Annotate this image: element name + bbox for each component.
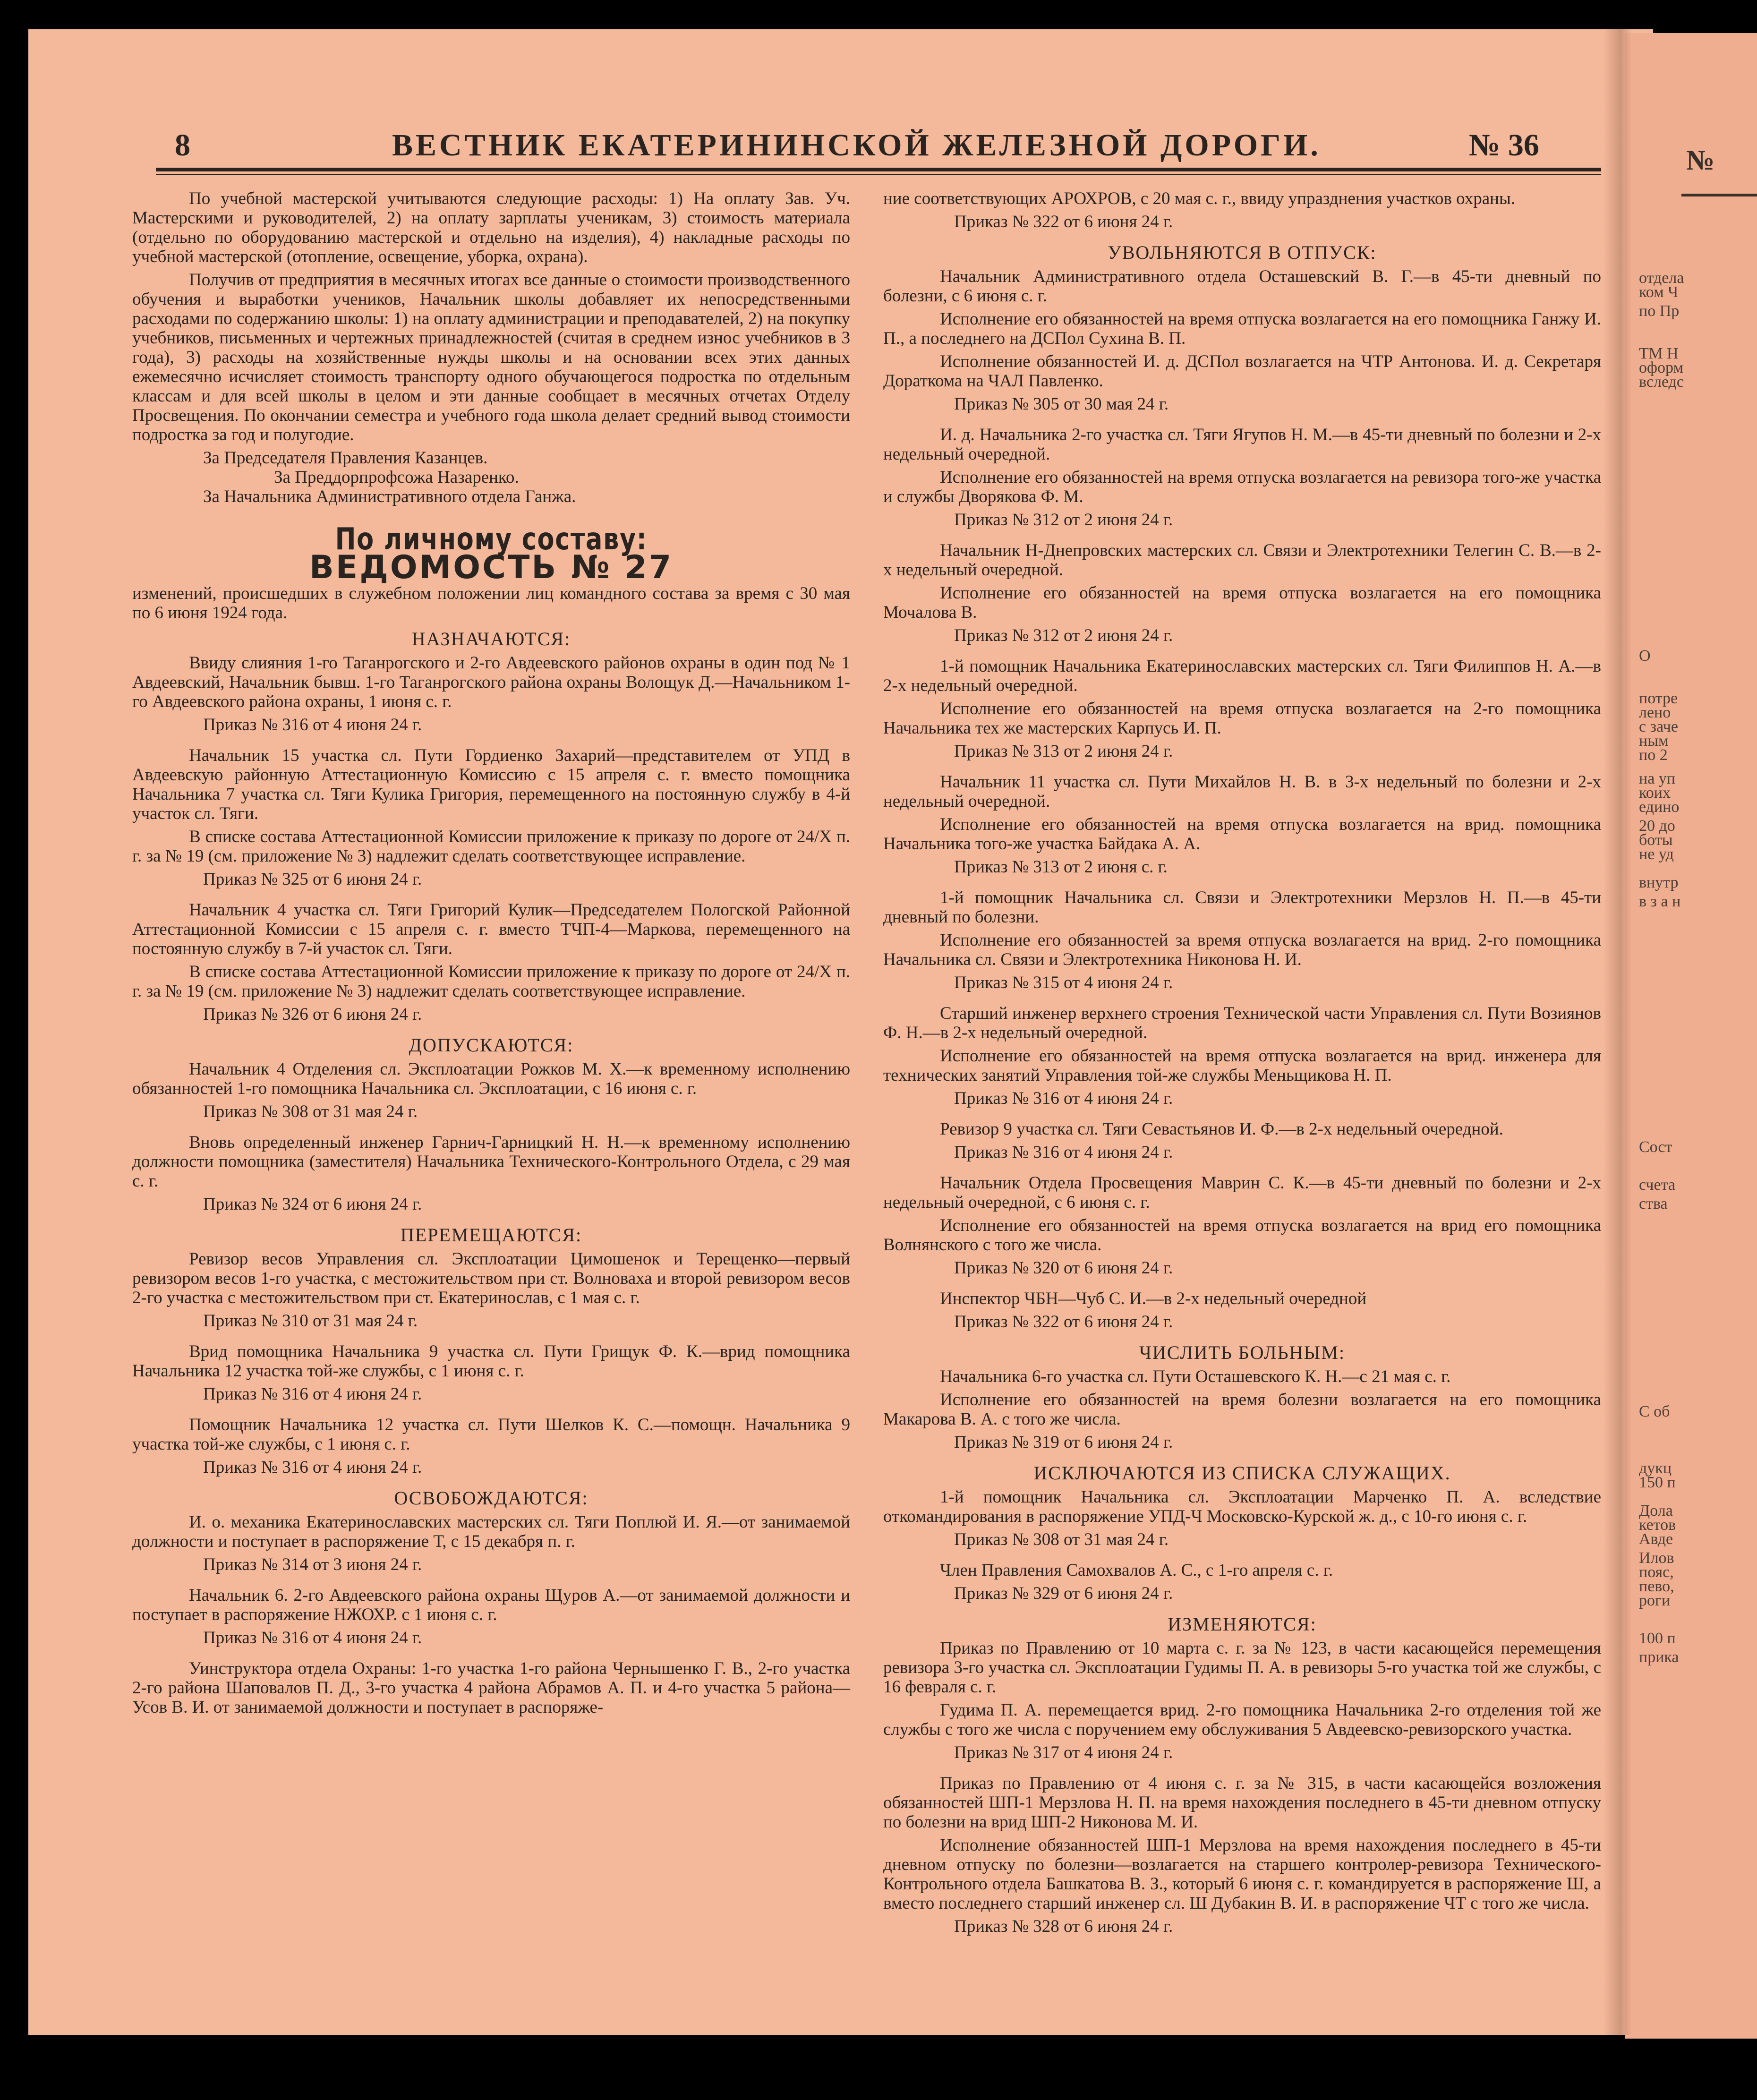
entry-paragraph: 1-й помощник Начальника Екатеринославских мастерских сл. Тяги Филиппов Н. А.—в 2-х недельный очередной.: [883, 657, 1601, 695]
next-page-text-fragment: 20 до: [1639, 817, 1675, 835]
order-reference: Приказ № 315 от 4 июня 24 г.: [954, 973, 1173, 992]
entry-paragraph: Исполнение обязанностей И. д. ДСПол возлагается на ЧТР Антонова. И. д. Секретаря Дораткома на ЧАЛ Павленко.: [883, 352, 1601, 391]
next-page-text-fragment: едино: [1639, 798, 1680, 816]
entry-paragraph: Исполнение его обязанностей на время отпуска возлагается на врид его помощника Волнянского с того же числа.: [883, 1216, 1601, 1255]
header-rule: [156, 168, 1601, 171]
appoint-list: [132, 653, 850, 1024]
order-reference: Приказ № 329 от 6 июня 24 г.: [954, 1584, 1173, 1603]
entry-paragraph: В списке состава Аттестационной Комиссии приложение к приказу по дороге от 24/X п. г. за № 19 (см. приложение № 3) надлежит сделать соответствующее исправление.: [132, 962, 850, 1001]
entry-paragraph: И. д. Начальника 2-го участка сл. Тяги Ягупов Н. М.—в 45-ти дневный по болезни и 2-х недельный очередной.: [883, 425, 1601, 464]
entry-paragraph: Начальник 4 Отделения сл. Эксплоатации Рожков М. Х.—к временному исполнению обязанностей 1-го помощника Начальника сл. Эксплоатации, с 16 июня с. г.: [132, 1059, 850, 1098]
order-reference: Приказ № 322 от 6 июня 24 г.: [954, 212, 1173, 231]
order-reference: Приказ № 320 от 6 июня 24 г.: [954, 1258, 1173, 1278]
section-heading-personnel: По личному составу:: [335, 522, 648, 557]
order-reference: Приказ № 312 от 2 июня 24 г.: [954, 626, 1173, 645]
next-page-text-fragment: ства: [1639, 1195, 1668, 1212]
entry-paragraph: Начальник Административного отдела Осташевский В. Г.—в 45-ти дневный по болезни, с 6 июня с. г.: [883, 267, 1601, 306]
page-number: 8: [175, 128, 190, 162]
order-reference: Приказ № 328 от 6 июня 24 г.: [954, 1917, 1173, 1936]
entry-paragraph: Приказ по Правлению от 10 марта с. г. за № 123, в части касающейся перемещения ревизора 3-го участка сл. Эксплоатации Гудимы П. А. в ревизоры 5-го участка той же службы, с 16 февраля с. г.: [883, 1639, 1601, 1697]
entry-paragraph: Инспектор ЧБН—Чуб С. И.—в 2-х недельный очередной: [940, 1289, 1367, 1308]
header-rule-thin: [156, 174, 1601, 175]
page-fold-shadow: [1603, 29, 1632, 2035]
next-page-text-fragment: по 2: [1639, 746, 1668, 764]
entry-paragraph: Старший инженер верхнего строения Технической части Управления сл. Пути Возиянов Ф. Н.—в 2-х недельный очередной.: [883, 1004, 1601, 1042]
entry-paragraph: Начальник 15 участка сл. Пути Гордиенко Захарий—представителем от УПД в Авдеевскую районную Аттестационную Комиссию с 15 апреля с. г. вместо помощника Начальника 7 участка сл. Тяги Кулика Григория, перемещенного на постоянную службу в 4-й участок сл. Тяги.: [132, 746, 850, 823]
entry-paragraph: Исполнение его обязанностей на время отпуска возлагается на 2-го помощника Начальника тех же мастерских Карпусь И. П.: [883, 699, 1601, 738]
issue-number: № 36: [1469, 128, 1539, 162]
section-transfer: ПЕРЕМЕЩАЮТСЯ:: [400, 1224, 582, 1246]
section-exclude: ИСКЛЮЧАЮТСЯ ИЗ СПИСКА СЛУЖАЩИХ.: [1033, 1462, 1451, 1484]
next-page-text-fragment: О: [1639, 647, 1651, 665]
next-page-text-fragment: 150 п: [1639, 1474, 1676, 1491]
order-reference: Приказ № 316 от 4 июня 24 г.: [203, 715, 422, 734]
section-appoint: НАЗНАЧАЮТСЯ:: [411, 628, 571, 649]
next-page-text-fragment: дукц: [1639, 1460, 1672, 1477]
entry-paragraph: Врид помощника Начальника 9 участка сл. Пути Грищук Ф. К.—врид помощника Начальника 12 участка той-же службы, с 1 июня с. г.: [132, 1342, 850, 1381]
order-reference: Приказ № 312 от 2 июня 24 г.: [954, 510, 1173, 529]
entry-paragraph: Гудима П. А. перемещается врид. 2-го помощника Начальника 2-го отделения той же службы с того же числа с поручением ему обслуживания 5 Авдеевско-ревизорского участка.: [883, 1700, 1601, 1739]
next-page-text-fragment: пево,: [1639, 1578, 1674, 1595]
entry-paragraph: Исполнение его обязанностей на время болезни возлагается на его помощника Макарова В. А. с того же числа.: [883, 1390, 1601, 1429]
next-page-text-fragment: отдела: [1639, 269, 1684, 287]
entry-paragraph: Ревизор весов Управления сл. Эксплоатации Цимошенок и Терещенко—первый ревизором весов 1-го участка, с местожительством при ст. Волноваха и второй ревизором весов 2-го участка с местожительством при ст. Екатеринослав, с 1 мая с. г.: [132, 1249, 850, 1307]
order-reference: Приказ № 316 от 4 июня 24 г.: [203, 1384, 422, 1404]
order-reference: Приказ № 316 от 4 июня 24 г.: [203, 1628, 422, 1648]
next-page-text-fragment: С об: [1639, 1403, 1670, 1420]
order-reference: Приказ № 314 от 3 июня 24 г.: [203, 1555, 422, 1574]
next-page-header: №: [1686, 145, 1715, 176]
next-page-text-fragment: Сост: [1639, 1138, 1672, 1156]
statement-heading: ВЕДОМОСТЬ № 27: [309, 549, 674, 586]
exclude-list: [883, 1487, 1601, 1603]
order-reference: Приказ № 326 от 6 июня 24 г.: [203, 1005, 422, 1024]
entry-paragraph: Исполнение его обязанностей на время отпуска возлагается на врид. инженера для технических занятий Управления той-же службы Меньщикова Н. П.: [883, 1046, 1601, 1085]
continued-paragraph: ние соответствующих АРОХРОВ, с 20 мая с. г., ввиду упразднения участков охраны.: [883, 189, 1516, 208]
entry-paragraph: Помощник Начальника 12 участка сл. Пути Шелков К. С.—помощн. Начальника 9 участка той-же службы, с 1 июня с. г.: [132, 1415, 850, 1454]
entry-paragraph: Начальник Отдела Просвещения Маврин С. К.—в 45-ти дневный по болезни и 2-х недельный очередной, с 6 июня с. г.: [883, 1173, 1601, 1212]
next-page-text-fragment: 100 п: [1639, 1630, 1676, 1647]
order-reference: Приказ № 305 от 30 мая 24 г.: [954, 394, 1169, 414]
entry-paragraph: Исполнение его обязанностей на время отпуска возлагается на врид. помощника Начальника того-же участка Байдака А. А.: [883, 815, 1601, 854]
order-reference: Приказ № 310 от 31 мая 24 г.: [203, 1311, 418, 1331]
entry-paragraph: Начальник 11 участка сл. Пути Михайлов Н. В. в 3-х недельный по болезни и 2-х недельный очередной.: [883, 772, 1601, 811]
entry-paragraph: Исполнение его обязанностей на время отпуска возлагается на ревизора того-же участка и службы Дворякова Ф. М.: [883, 468, 1601, 506]
order-reference: Приказ № 316 от 4 июня 24 г.: [203, 1458, 422, 1477]
section-change: ИЗМЕНЯЮТСЯ:: [1168, 1613, 1317, 1635]
statement-subtitle: изменений, происшедших в служебном положении лиц командного состава за время с 30 мая по 6 июня 1924 года.: [132, 584, 850, 623]
order-reference: Приказ № 313 от 2 июня 24 г.: [954, 742, 1173, 761]
entry-paragraph: Начальник Н-Днепровских мастерских сл. Связи и Электротехники Телегин С. В.—в 2-х недельный очередной.: [883, 541, 1601, 580]
section-leave: УВОЛЬНЯЮТСЯ В ОТПУСК:: [1108, 242, 1377, 263]
entry-paragraph: Исполнение обязанностей ШП-1 Мерзлова на время нахождения последнего в 45-ти дневном отпуску по болезни—возлагается на старшего контролер-ревизора Технического-Контрольного отдела Башкатова В. З., который 6 июня с. г. командируется в распоряжение Ш, а вместо последнего старший инженер сл. Ш Дубакин В. И. в распоряжение ЧТ с того же числа.: [883, 1835, 1601, 1913]
next-page-text-fragment: счета: [1639, 1176, 1675, 1194]
next-page-text-fragment: кетов: [1639, 1516, 1676, 1534]
entry-paragraph: И. о. механика Екатеринославских мастерских сл. Тяги Поплюй И. Я.—от занимаемой должности и поступает в распоряжение Т, с 15 декабря п. г.: [132, 1512, 850, 1551]
transfer-list: [132, 1249, 850, 1477]
entry-paragraph: Вновь определенный инженер Гарнич-Гарницкий Н. Н.—к временному исполнению должности помощника (заместителя) Начальника Технического-Контрольного Отдела, с 29 мая с. г.: [132, 1133, 850, 1191]
next-page-text-fragment: внутр: [1639, 874, 1679, 891]
intro-paragraph: По учебной мастерской учитываются следующие расходы: 1) На оплату Зав. Уч. Мастерскими и руководителей, 2) на оплату зарплаты ученикам, 3) стоимость материала (отдельно по оборудованию мастерской и отдельно на изделия), 4) накладные расходы по учебной мастерской (отопление, освещение, уборка, охрана).: [132, 189, 850, 266]
entry-paragraph: Начальника 6-го участка сл. Пути Осташевского К. Н.—с 21 мая с. г.: [940, 1367, 1451, 1386]
entry-paragraph: Ревизор 9 участка сл. Тяги Севастьянов И. Ф.—в 2-х недельный очередной.: [940, 1119, 1503, 1139]
next-page-text-fragment: коих: [1639, 784, 1671, 802]
admit-list: [132, 1059, 850, 1214]
next-page-text-fragment: ТМ Н: [1639, 345, 1679, 362]
entry-paragraph: Начальник 6. 2-го Авдеевского района охраны Щуров А.—от занимаемой должности и поступает в распоряжение НЖОХР. с 1 июня с. г.: [132, 1586, 850, 1624]
publication-title: ВЕСТНИК ЕКАТЕРИНИНСКОЙ ЖЕЛЕЗНОЙ ДОРОГИ.: [392, 128, 1321, 162]
sick-list: [883, 1367, 1601, 1452]
left-column: [132, 189, 850, 1721]
next-page-text-fragment: лено: [1639, 704, 1671, 721]
entry-paragraph: Приказ по Правлению от 4 июня с. г. за № 315, в части касающейся возложения обязанностей ШП-1 Мерзлова Н. П. на время нахождения последнего в 45-ти дневном отпуску по болезни на врид ШП-2 Никонова М. И.: [883, 1774, 1601, 1832]
next-page-text-fragment: по Пр: [1639, 302, 1680, 320]
next-page-text-fragment: Авде: [1639, 1530, 1673, 1548]
next-page-text-fragment: с заче: [1639, 718, 1678, 735]
entry-paragraph: В списке состава Аттестационной Комиссии приложение к приказу по дороге от 24/X п. г. за № 19 (см. приложение № 3) надлежит сделать соответствующее исправление.: [132, 827, 850, 866]
signature-admin: За Начальника Административного отдела Ганжа.: [203, 487, 576, 506]
entry-paragraph: Член Правления Самохвалов А. С., с 1-го апреля с. г.: [940, 1561, 1333, 1580]
entry-paragraph: Уинструктора отдела Охраны: 1-го участка 1-го района Чернышенко Г. В., 2-го участка 2-го района Шаповалов П. Д., 3-го участка 4 района Абрамов А. П. и 4-го участка 5 района—Усов В. И. от занимаемой должности и поступает в распоряже-: [132, 1659, 850, 1717]
order-reference: Приказ № 322 от 6 июня 24 г.: [954, 1312, 1173, 1332]
next-page-text-fragment: прика: [1639, 1648, 1679, 1666]
next-page-text-fragment: вследс: [1639, 373, 1684, 391]
entry-paragraph: 1-й помощник Начальника сл. Эксплоатации Марченко П. А. вследствие откомандирования в распоряжение УПД-Ч Московско-Курской ж. д., с 10-го июня с. г.: [883, 1487, 1601, 1526]
order-reference: Приказ № 317 от 4 июня 24 г.: [954, 1743, 1173, 1762]
section-admit: ДОПУСКАЮТСЯ:: [409, 1034, 574, 1056]
next-page-text-fragment: потре: [1639, 690, 1678, 707]
next-page-text-fragment: Илов: [1639, 1549, 1674, 1567]
entry-paragraph: 1-й помощник Начальника сл. Связи и Электротехники Мерзлов Н. П.—в 45-ти дневный по болезни.: [883, 888, 1601, 927]
right-column: [883, 189, 1601, 1947]
order-reference: Приказ № 316 от 4 июня 24 г.: [954, 1143, 1173, 1162]
next-page-text-fragment: роги: [1639, 1592, 1671, 1609]
change-list: [883, 1639, 1601, 1936]
next-page-text-fragment: пояс,: [1639, 1563, 1674, 1581]
section-sick: ЧИСЛИТЬ БОЛЬНЫМ:: [1139, 1342, 1346, 1363]
next-page-text-fragment: ком Ч: [1639, 283, 1679, 301]
entry-paragraph: Ввиду слияния 1-го Таганрогского и 2-го Авдеевского районов охраны в один под № 1 Авдеевский, Начальник бывш. 1-го Таганрогского района охраны Волощук Д.—Начальником 1-го Авдеевского района охраны, 1 июня с. г.: [132, 653, 850, 711]
next-page-text-fragment: Дола: [1639, 1502, 1673, 1520]
order-reference: Приказ № 325 от 6 июня 24 г.: [203, 870, 422, 889]
entry-paragraph: Исполнение его обязанностей на время отпуска возлагается на его помощника Ганжу И. П., а последнего на ДСПол Сухина В. П.: [883, 309, 1601, 348]
order-reference: Приказ № 324 от 6 июня 24 г.: [203, 1195, 422, 1214]
entry-paragraph: Начальник 4 участка сл. Тяги Григорий Кулик—Председателем Пологской Районной Аттестационной Комиссии с 15 апреля с. г. вместо ТЧП-4—Маркова, перемещенного на постоянную службу в 7-й участок сл. Тяги.: [132, 900, 850, 958]
next-page-edge: [1625, 33, 1757, 2039]
intro-paragraph: Получив от предприятия в месячных итогах все данные о стоимости производственного обучения и выработки учеников, Начальник школы добавляет их непосредственными расходами по содержанию школы: 1) на оплату администрации и преподавателей, 2) на покупку учебников, письменных и чертежных принадлежностей (считая в среднем износ учебников в 3 года), 3) расходы на хозяйственные нужды школы и на основании всех этих данных ежемесячно исчисляет стоимость транспорту одного обучающегося подростка по отдельным классам и для всей школы в целом и эти данные сообщает в месячных отчетах Отделу Просвещения. По окончании семестра и учебного года школа делает средний вывод стоимости подростка за год и полугодие.: [132, 270, 850, 444]
entry-paragraph: Исполнение его обязанностей на время отпуска возлагается на его помощника Мочалова В.: [883, 583, 1601, 622]
order-reference: Приказ № 319 от 6 июня 24 г.: [954, 1433, 1173, 1452]
leave-list: [883, 267, 1601, 1332]
next-page-text-fragment: ным: [1639, 732, 1669, 750]
signature-chair: За Председателя Правления Казанцев.: [203, 448, 488, 468]
order-reference: Приказ № 308 от 31 мая 24 г.: [203, 1102, 418, 1121]
next-page-text-fragment: на уп: [1639, 770, 1675, 787]
next-page-text-fragment: не уд: [1639, 845, 1674, 863]
order-reference: Приказ № 316 от 4 июня 24 г.: [954, 1089, 1173, 1108]
next-page-rule: [1681, 194, 1757, 196]
entry-paragraph: Исполнение его обязанностей за время отпуска возлагается на врид. 2-го помощника Начальника сл. Связи и Электротехника Никонова Н. И.: [883, 930, 1601, 969]
release-list: [132, 1512, 850, 1717]
next-page-text-fragment: в з а н: [1639, 893, 1681, 910]
order-reference: Приказ № 313 от 2 июня с. г.: [954, 857, 1168, 877]
next-page-text-fragment: боты: [1639, 831, 1673, 849]
next-page-text-fragment: оформ: [1639, 359, 1684, 376]
order-reference: Приказ № 308 от 31 мая 24 г.: [954, 1530, 1169, 1549]
section-release: ОСВОБОЖДАЮТСЯ:: [394, 1487, 589, 1509]
signature-union: За Преддорпрофсожа Назаренко.: [274, 468, 519, 487]
